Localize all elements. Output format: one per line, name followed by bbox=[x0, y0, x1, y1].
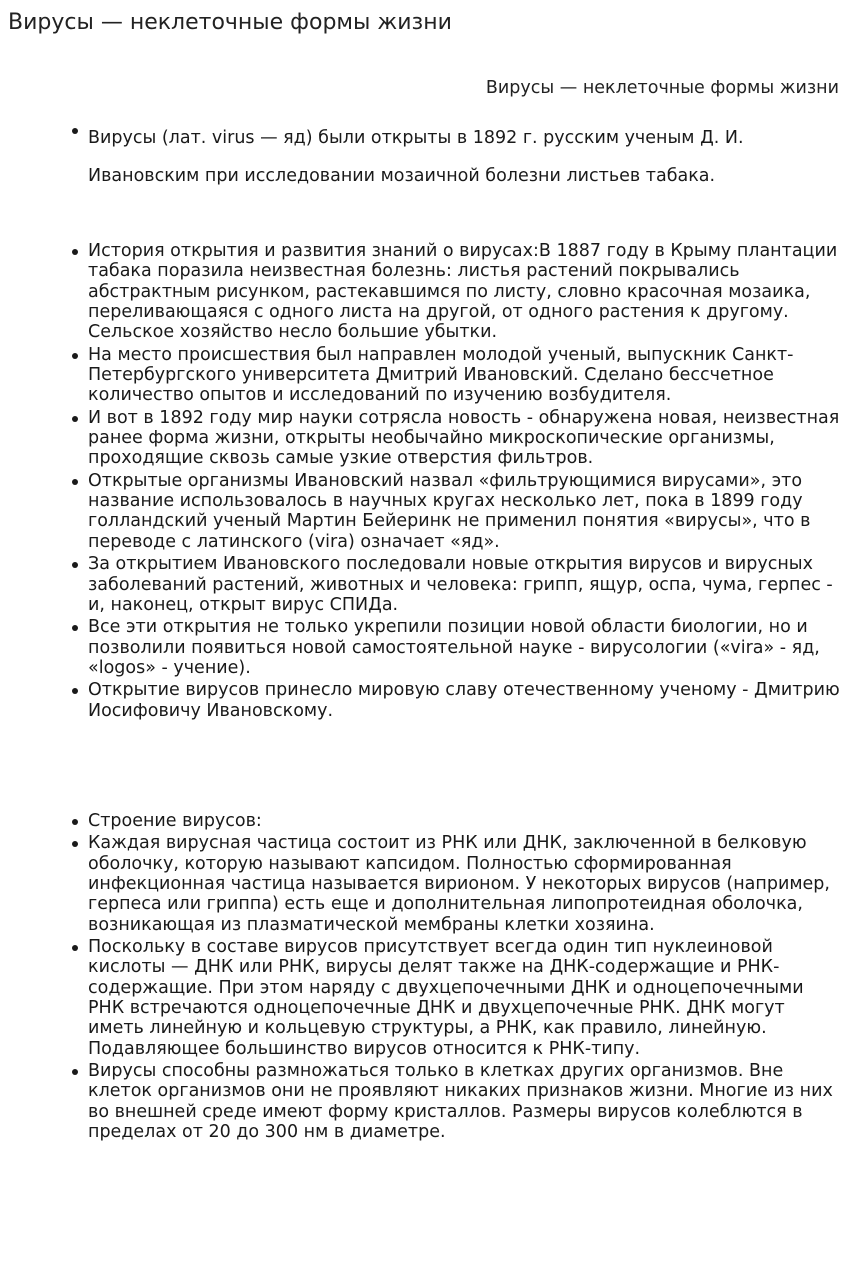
list-item: И вот в 1892 году мир науки сотрясла новость - обнаружена новая, неизвестная ранее форма жизни, открыты необычайно микроскопические организмы, проходящие сквозь самые узкие отверстия фильтров. bbox=[88, 408, 843, 469]
structure-list bbox=[0, 811, 843, 1142]
list-item: Вирусы способны размножаться только в клетках других организмов. Вне клеток организмов они не проявляют никаких признаков жизни. Многие из них во внешней среде имеют форму кристаллов. Размеры вирусов колеблются в пределах от 20 до 300 нм в диаметре. bbox=[88, 1061, 843, 1142]
history-list bbox=[0, 241, 843, 721]
list-item: Вирусы (лат. virus — яд) были открыты в 1892 г. русским ученым Д. И. Ивановским при исследовании мозаичной болезни листьев табака. bbox=[88, 120, 843, 195]
list-item: На место происшествия был направлен молодой ученый, выпускник Санкт-Петербургского университета Дмитрий Ивановский. Сделано бессчетное количество опытов и исследований по изучению возбудителя. bbox=[88, 345, 843, 406]
list-item: Открытые организмы Ивановский назвал «фильтрующимися вирусами», это название использовалось в научных кругах несколько лет, пока в 1899 году голландский ученый Мартин Бейеринк не применил понятия «вирусы», что в переводе с латинского (vira) означает «яд». bbox=[88, 471, 843, 552]
document-subtitle: Вирусы — неклеточные формы жизни bbox=[485, 78, 839, 98]
list-item: Каждая вирусная частица состоит из РНК или ДНК, заключенной в белковую оболочку, которую называют капсидом. Полностью сформированная инфекционная частица называется вирионом. У некоторых вирусов (например, герпеса или гриппа) есть еще и дополнительная липопротеидная оболочка, возникающая из плазматической мембраны клетки хозяина. bbox=[88, 833, 843, 934]
page-title: Вирусы — неклеточные формы жизни bbox=[8, 10, 452, 35]
list-item: Строение вирусов: bbox=[88, 811, 843, 831]
intro-list bbox=[0, 120, 843, 195]
list-item: Поскольку в составе вирусов присутствует всегда один тип нуклеиновой кислоты — ДНК или РНК, вирусы делят также на ДНК-содержащие и РНК-содержащие. При этом наряду с двухцепочечными ДНК и одноцепочечными РНК встречаются одноцепочечные ДНК и двухцепочечные РНК. ДНК могут иметь линейную и кольцевую структуры, а РНК, как правило, линейную. Подавляющее большинство вирусов относится к РНК-типу. bbox=[88, 937, 843, 1059]
list-item: История открытия и развития знаний о вирусах:В 1887 году в Крыму плантации табака поразила неизвестная болезнь: листья растений покрывались абстрактным рисунком, растекавшимся по листу, словно красочная мозаика, переливающаяся с одного листа на другой, от одного растения к другому. Сельское хозяйство несло большие убытки. bbox=[88, 241, 843, 342]
list-item: За открытием Ивановского последовали новые открытия вирусов и вирусных заболеваний растений, животных и человека: грипп, ящур, оспа, чума, герпес - и, наконец, открыт вирус СПИДа. bbox=[88, 554, 843, 615]
list-item: Открытие вирусов принесло мировую славу отечественному ученому - Дмитрию Иосифовичу Ивановскому. bbox=[88, 680, 843, 721]
list-item: Все эти открытия не только укрепили позиции новой области биологии, но и позволили появиться новой самостоятельной науке - вирусологии («vira» - яд, «logos» - учение). bbox=[88, 617, 843, 678]
